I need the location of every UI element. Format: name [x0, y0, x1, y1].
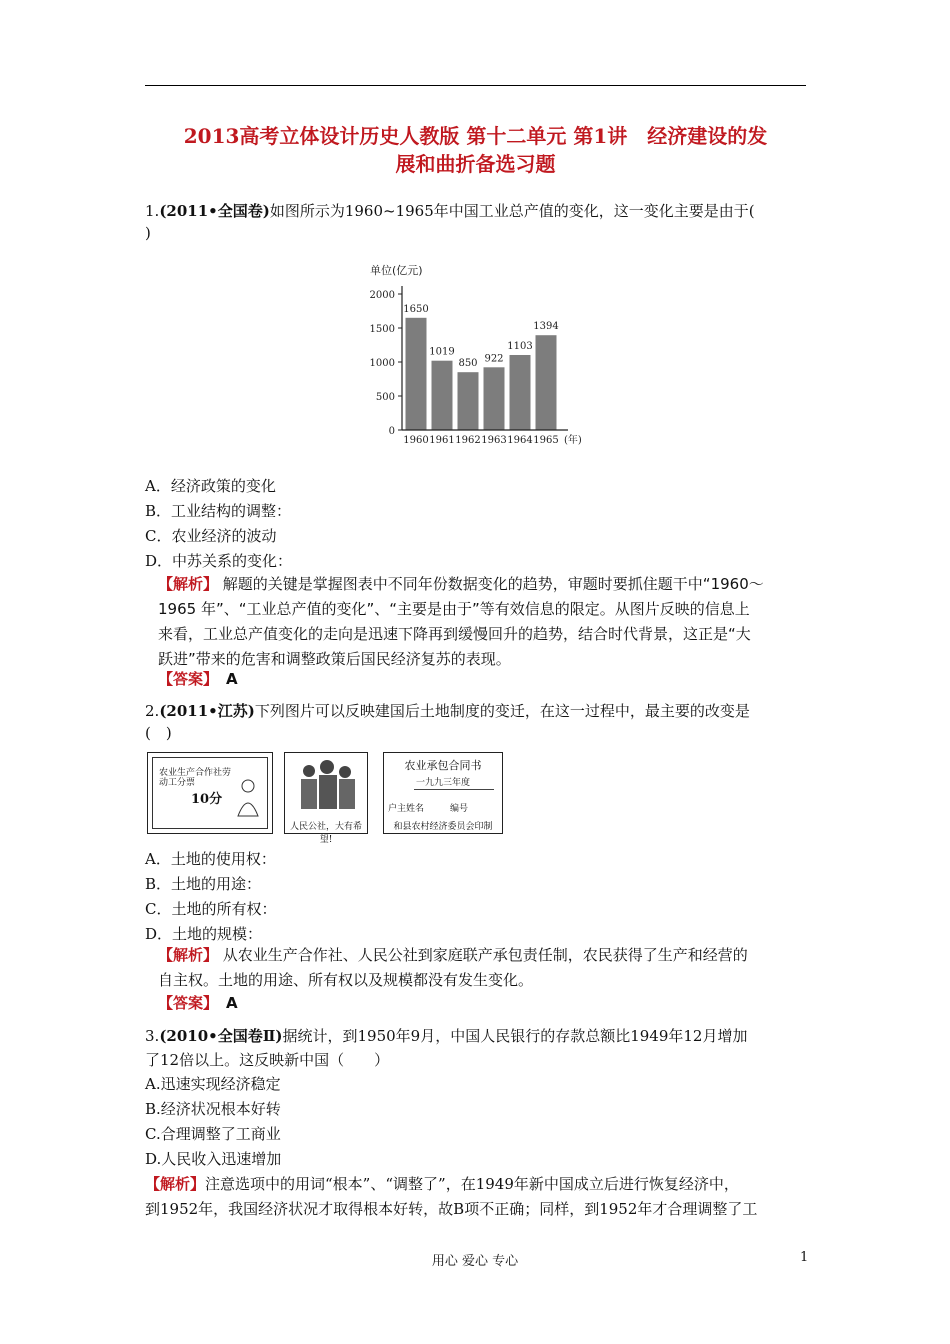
q2-picture-1-work-ticket [147, 752, 273, 834]
pic1-value: 10分 [191, 792, 223, 807]
q1-option-c: C．农业经济的波动 [145, 527, 277, 545]
q3-option-a: A.迅速实现经济稳定 [145, 1075, 281, 1093]
pic3-year: 一九九三年度 [415, 778, 470, 788]
q3-analysis-tag: 【解析】 [145, 1175, 206, 1193]
q3-stem [145, 1024, 810, 1072]
x-tick-label-1962: 1962 [455, 435, 481, 446]
bar-1961 [432, 361, 453, 430]
x-axis-unit-label: (年) [564, 435, 582, 446]
data-label-1962: 850 [458, 358, 478, 370]
header-rule [145, 85, 806, 86]
data-label-1965: 1394 [533, 321, 559, 333]
q1-answer [158, 668, 238, 689]
pic3-title: 农业承包合同书 [404, 759, 482, 772]
q3-option-d: D.人民收入迅速增加 [145, 1150, 282, 1168]
y-tick-label: 0 [388, 426, 395, 437]
x-tick-label-1965: 1965 [533, 435, 559, 446]
q2-analysis [158, 943, 798, 993]
bar-1965 [536, 335, 557, 430]
data-label-1961: 1019 [429, 346, 455, 358]
people-group-icon [291, 757, 361, 813]
q3-option-c: C.合理调整了工商业 [145, 1125, 281, 1143]
q1-number: 1. [145, 202, 160, 220]
bar-1960 [406, 318, 427, 430]
x-tick-label-1963: 1963 [481, 435, 507, 446]
data-label-1960: 1650 [403, 303, 429, 315]
pic3-line-1 [414, 789, 494, 790]
q1-source: (2011•全国卷) [159, 202, 270, 220]
q2-analysis-tag: 【解析】 [158, 946, 219, 964]
q2-answer [158, 992, 238, 1013]
chart-unit-label: 单位(亿元) [370, 264, 423, 277]
q2-stem [145, 700, 810, 744]
y-tick-label: 1500 [369, 324, 395, 335]
title-line-1: 2013高考立体设计历史人教版 第十二单元 第1讲 经济建设的发 [183, 124, 768, 148]
q1-analysis-line-2: 1965 年”、“工业总产值的变化”、“主要是由于”等有效信息的限定。从图片反映的信息上 [158, 600, 750, 618]
pic2-caption: 人民公社，大有希望! [289, 822, 362, 845]
q1-analysis-line-4: 跃进”带来的危害和调整政策后国民经济复苏的表现。 [158, 650, 511, 668]
q1-stem-line-2: ) [145, 224, 151, 242]
q2-analysis-line-1: 从农业生产合作社、人民公社到家庭联产承包责任制，农民获得了生产和经营的 [222, 946, 748, 964]
pic3-footer: 和县农村经济委员会印制 [393, 822, 493, 832]
q1-option-a: A．经济政策的变化 [145, 477, 276, 495]
bar-1962 [458, 372, 479, 430]
q1-analysis [158, 572, 798, 672]
q1-stem [145, 200, 810, 244]
q1-answer-tag: 【答案】 [158, 670, 219, 688]
pic3-number-label: 编号 [450, 804, 469, 814]
chart-y-axis [370, 286, 402, 437]
bar-1963 [484, 367, 505, 430]
q3-analysis [145, 1172, 810, 1222]
q2-option-d: D．土地的规模： [145, 925, 263, 943]
q1-analysis-line-1: 解题的关键是掌握图表中不同年份数据变化的趋势，审题时要抓住题干中“1960～ [222, 575, 764, 593]
q2-picture-3-contract [383, 752, 503, 834]
y-tick-label: 1000 [369, 358, 395, 369]
y-tick-label: 2000 [369, 290, 395, 301]
bar-1964 [510, 355, 531, 430]
q1-option-d: D．中苏关系的变化： [145, 552, 293, 570]
pic1-title: 农业生产合作社劳动工分票 [159, 768, 232, 788]
q1-stem-line-1: 如图所示为1960~1965年中国工业总产值的变化，这一变化主要是由于( [269, 202, 755, 220]
q3-stem-line-2: 了12倍以上。这反映新中国（ ） [145, 1051, 390, 1069]
q1-option-b: B．工业结构的调整： [145, 502, 292, 520]
q1-analysis-tag: 【解析】 [158, 575, 219, 593]
x-tick-label-1960: 1960 [403, 435, 429, 446]
footer-motto: 用心 爱心 专心 [431, 1254, 519, 1269]
q2-source: (2011•江苏) [159, 702, 255, 720]
farmer-figure-icon [233, 776, 263, 820]
q2-analysis-line-2: 自主权。土地的用途、所有权以及规模都没有发生变化。 [158, 971, 534, 989]
y-tick-label: 500 [375, 392, 395, 403]
q3-stem-line-1: 据统计，到1950年9月，中国人民银行的存款总额比1949年12月增加 [282, 1027, 748, 1045]
q1-bar-chart [360, 258, 600, 450]
q2-answer-tag: 【答案】 [158, 994, 219, 1012]
q3-analysis-line-2: 到1952年，我国经济状况才取得根本好转，故B项不正确；同样，到1952年才合理调整了工 [145, 1200, 758, 1218]
chart-bars [403, 304, 558, 430]
page-number: 1 [800, 1250, 809, 1265]
q3-option-b: B.经济状况根本好转 [145, 1100, 281, 1118]
document-title [145, 122, 806, 178]
data-label-1964: 1103 [507, 340, 533, 352]
x-tick-label-1964: 1964 [507, 435, 533, 446]
title-line-2: 展和曲折备选习题 [395, 152, 556, 176]
q2-option-c: C．土地的所有权： [145, 900, 277, 918]
q3-number: 3. [145, 1027, 160, 1045]
q2-answer-value: A [226, 994, 238, 1012]
q2-stem-line-2: ( ) [145, 724, 172, 742]
chart-x-axis [402, 430, 582, 446]
q2-option-a: A．土地的使用权： [145, 850, 276, 868]
q3-source: (2010•全国卷Ⅱ) [159, 1027, 283, 1045]
q2-option-b: B．土地的用途： [145, 875, 262, 893]
q3-analysis-line-1: 注意选项中的用词“根本”、“调整了”，在1949年新中国成立后进行恢复经济中， [205, 1175, 739, 1193]
data-label-1963: 922 [484, 353, 504, 365]
q1-analysis-line-3: 来看，工业总产值变化的走向是迅速下降再到缓慢回升的趋势，结合时代背景，这正是“大 [158, 625, 751, 643]
q1-answer-value: A [226, 670, 238, 688]
pic3-owner-label: 户主姓名 [388, 804, 425, 814]
q2-picture-2-commune-poster [284, 752, 368, 845]
x-tick-label-1961: 1961 [429, 435, 455, 446]
q2-number: 2. [145, 702, 160, 720]
q2-stem-line-1: 下列图片可以反映建国后土地制度的变迁，在这一过程中，最主要的改变是 [254, 702, 750, 720]
